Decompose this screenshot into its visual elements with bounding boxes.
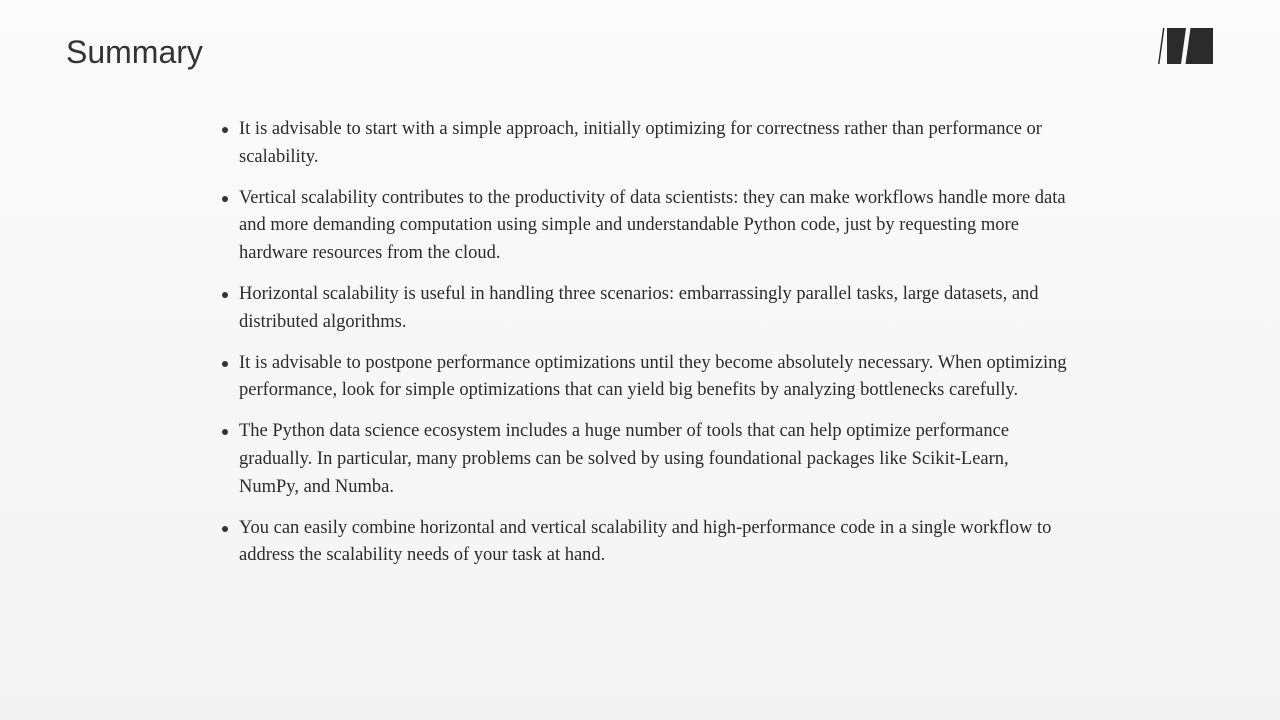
bullet-item: The Python data science ecosystem includes a huge number of tools that can help optimize performance gradually. In particular, many problems can be solved by using foundational packages like Scikit-Learn, NumPy, and Numba. (239, 418, 1069, 501)
slide-title: Summary (66, 34, 203, 70)
bullet-item: You can easily combine horizontal and vertical scalability and high-performance code in a single workflow to address the scalability needs of your task at hand. (239, 515, 1069, 570)
bullet-item: Vertical scalability contributes to the productivity of data scientists: they can make workflows handle more data and more demanding computation using simple and understandable Python code, just by requesting more hardware resources from the cloud. (239, 185, 1069, 268)
bullet-item: It is advisable to postpone performance optimizations until they become absolutely necessary. When optimizing performance, look for simple optimizations that can yield big benefits by analyzing bottlenecks carefully. (239, 350, 1069, 405)
summary-bullet-list (239, 116, 1069, 583)
bullet-item: It is advisable to start with a simple approach, initially optimizing for correctness rather than performance or scalability. (239, 116, 1069, 171)
publisher-logo-icon (1158, 27, 1214, 65)
bullet-item: Horizontal scalability is useful in handling three scenarios: embarrassingly parallel tasks, large datasets, and distributed algorithms. (239, 281, 1069, 336)
